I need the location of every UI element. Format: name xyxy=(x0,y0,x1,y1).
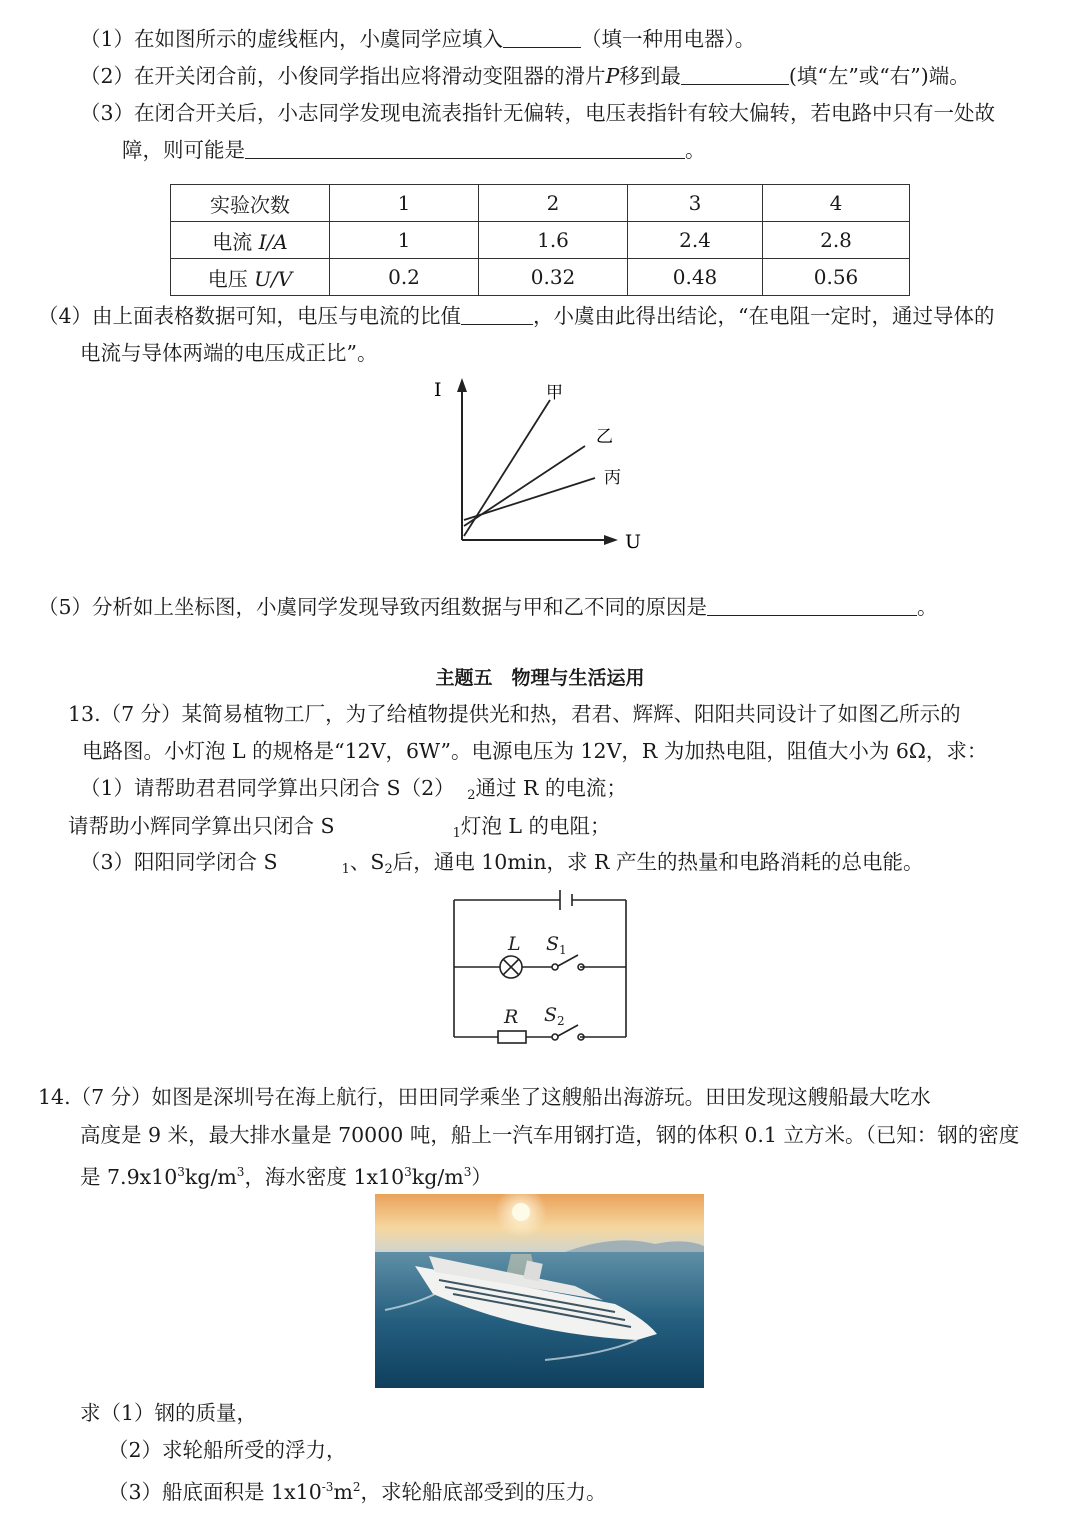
x-axis-arrow xyxy=(604,535,618,545)
q13-1-text: （1）请帮助君君同学算出只闭合 S（2） xyxy=(80,776,455,800)
question-14-ask-1: 求（1）钢的质量， xyxy=(80,1401,258,1425)
question-13-line1: 13.（7 分）某简易植物工厂，为了给植物提供光和热，君君、辉辉、阳阳共同设计了如图乙所示的 xyxy=(68,702,961,726)
q13-2-subscript: 1 xyxy=(452,826,461,841)
table-row xyxy=(171,185,910,222)
question-13-2 xyxy=(68,812,611,848)
current-label: 电流 xyxy=(212,229,259,254)
switch-s2-subscript: 2 xyxy=(557,1014,565,1028)
q3-answer-blank[interactable] xyxy=(245,138,685,159)
q14-3-sup: 2 xyxy=(352,1480,361,1494)
table-cell: 1 xyxy=(330,185,479,222)
question-13-1 xyxy=(80,774,627,810)
q2-mid: 移到最 xyxy=(619,64,681,88)
question-4-5 xyxy=(38,593,938,621)
switch-s2-pivot xyxy=(552,1034,558,1040)
q13-2-tail: 灯泡 L 的电阻； xyxy=(460,814,611,838)
question-4-3-line2 xyxy=(122,136,706,164)
q14-3-unit: m xyxy=(333,1480,353,1504)
q13-3-tail: 后，通电 10min，求 R 产生的热量和电路消耗的总电能。 xyxy=(392,850,924,874)
q2-var-p: P xyxy=(605,64,620,88)
label-bing: 丙 xyxy=(604,468,621,488)
table-cell: 0.48 xyxy=(628,259,763,296)
q14-close: ） xyxy=(471,1165,492,1189)
question-4-1 xyxy=(80,25,755,53)
lamp-cross xyxy=(503,959,519,975)
y-axis-label: I xyxy=(434,379,442,401)
table-cell: 1 xyxy=(330,222,479,259)
sun-core xyxy=(512,1203,530,1221)
experiment-table xyxy=(170,184,910,296)
q2-answer-blank[interactable] xyxy=(681,64,789,85)
switch-s1-pivot xyxy=(552,964,558,970)
q14-3-text: （3）船底面积是 1x10 xyxy=(108,1480,322,1504)
question-13-3 xyxy=(80,848,924,884)
question-13-line2: 电路图。小灯泡 L 的规格是“12V，6W”。电源电压为 12V，R 为加热电阻，阻值大小为 6Ω，求： xyxy=(82,739,988,763)
q5-answer-blank[interactable] xyxy=(707,595,917,616)
question-14-line2: 高度是 9 米，最大排水量是 70000 吨，船上一汽车用钢打造，钢的体积 0.1 立方米。（已知：钢的密度 xyxy=(80,1123,1020,1147)
table-row xyxy=(171,259,910,296)
q5-text: （5）分析如上坐标图，小虞同学发现导致丙组数据与甲和乙不同的原因是 xyxy=(38,595,708,619)
question-14-ask-2: （2）求轮船所受的浮力， xyxy=(108,1438,347,1462)
q4-text: （4）由上面表格数据可知，电压与电流的比值 xyxy=(38,304,462,328)
table-cell: 2.4 xyxy=(628,222,763,259)
lamp-label: L xyxy=(508,933,521,955)
label-yi: 乙 xyxy=(596,427,613,447)
q13-3-s2: 、S xyxy=(349,850,385,874)
q13-3-text: （3）阳阳同学闭合 S xyxy=(80,850,278,874)
q2-suffix: (填“左”或“右”)端。 xyxy=(788,64,970,88)
section-heading: 主题五 物理与生活运用 xyxy=(435,667,645,689)
table-cell: 0.32 xyxy=(479,259,628,296)
question-14-line1: 14.（7 分）如图是深圳号在海上航行，田田同学乘坐了这艘船出海游玩。田田发现这艘船最大吃水 xyxy=(38,1085,931,1109)
iu-graph xyxy=(420,370,650,560)
q1-answer-blank[interactable] xyxy=(503,27,581,48)
table-cell: 4 xyxy=(763,185,910,222)
voltage-unit: U/V xyxy=(254,266,293,291)
q3-text: 障，则可能是 xyxy=(122,138,245,162)
label-jia: 甲 xyxy=(546,383,563,403)
question-4-2 xyxy=(80,62,970,90)
table-cell: 1.6 xyxy=(479,222,628,259)
q4-answer-blank[interactable] xyxy=(461,304,533,325)
switch-s1-subscript: 1 xyxy=(559,943,567,957)
table-cell: 3 xyxy=(628,185,763,222)
table-row xyxy=(171,222,910,259)
resistor-label: R xyxy=(504,1006,519,1028)
line-bing xyxy=(464,478,595,520)
circuit-diagram xyxy=(440,890,640,1050)
switch-s1-label: S xyxy=(546,933,560,955)
table-cell: 实验次数 xyxy=(171,185,330,222)
table-cell: 2.8 xyxy=(763,222,910,259)
q14-sup: 3 xyxy=(463,1165,472,1179)
resistor-icon xyxy=(498,1031,526,1043)
q5-suffix: 。 xyxy=(917,595,938,619)
cruise-ship-photo xyxy=(375,1194,704,1388)
question-4-4-line1 xyxy=(38,302,995,330)
table-cell xyxy=(171,259,330,296)
q14-unit: kg/m xyxy=(184,1165,237,1189)
q2-text: （2）在开关闭合前，小俊同学指出应将滑动变阻器的滑片 xyxy=(80,64,606,88)
q1-suffix: （填一种用电器）。 xyxy=(581,27,756,51)
y-axis-arrow xyxy=(457,378,467,392)
voltage-label: 电压 xyxy=(207,266,255,291)
x-axis-label: U xyxy=(625,531,642,553)
question-14-ask-3 xyxy=(108,1473,607,1506)
q13-3-subscript-1: 1 xyxy=(341,862,350,877)
table-cell: 0.2 xyxy=(330,259,479,296)
q14-3-tail: ，求轮船底部受到的压力。 xyxy=(360,1480,607,1504)
q14-3-sup: -3 xyxy=(321,1480,334,1494)
table-cell xyxy=(171,222,330,259)
q13-3-subscript-2: 2 xyxy=(384,862,393,877)
q14-sup: 3 xyxy=(177,1165,185,1179)
question-4-3-line1: （3）在闭合开关后，小志同学发现电流表指针无偏转，电压表指针有较大偏转，若电路中只有一处故 xyxy=(80,101,996,125)
q1-text: （1）在如图所示的虚线框内，小虞同学应填入 xyxy=(80,27,504,51)
table-cell: 0.56 xyxy=(763,259,910,296)
q14-sup: 3 xyxy=(404,1165,412,1179)
q13-1-tail: 通过 R 的电流； xyxy=(475,776,627,800)
q13-2-text: 请帮助小辉同学算出只闭合 S xyxy=(68,814,335,838)
q14-unit: kg/m xyxy=(411,1165,464,1189)
q4-suffix: ，小虞由此得出结论，“在电阻一定时，通过导体的 xyxy=(533,304,995,328)
q3-suffix: 。 xyxy=(685,138,706,162)
current-unit: I/A xyxy=(258,229,288,254)
table-cell: 2 xyxy=(479,185,628,222)
question-4-4-line2: 电流与导体两端的电压成正比”。 xyxy=(80,341,378,365)
q14-sup: 3 xyxy=(236,1165,245,1179)
ship-illustration xyxy=(375,1194,704,1388)
q14-density-b: ，海水密度 1x10 xyxy=(244,1165,405,1189)
q13-1-subscript: 2 xyxy=(467,788,476,803)
switch-s2-label: S xyxy=(544,1004,558,1026)
q14-density-a: 是 7.9x10 xyxy=(80,1165,178,1189)
question-14-line3 xyxy=(80,1158,492,1191)
